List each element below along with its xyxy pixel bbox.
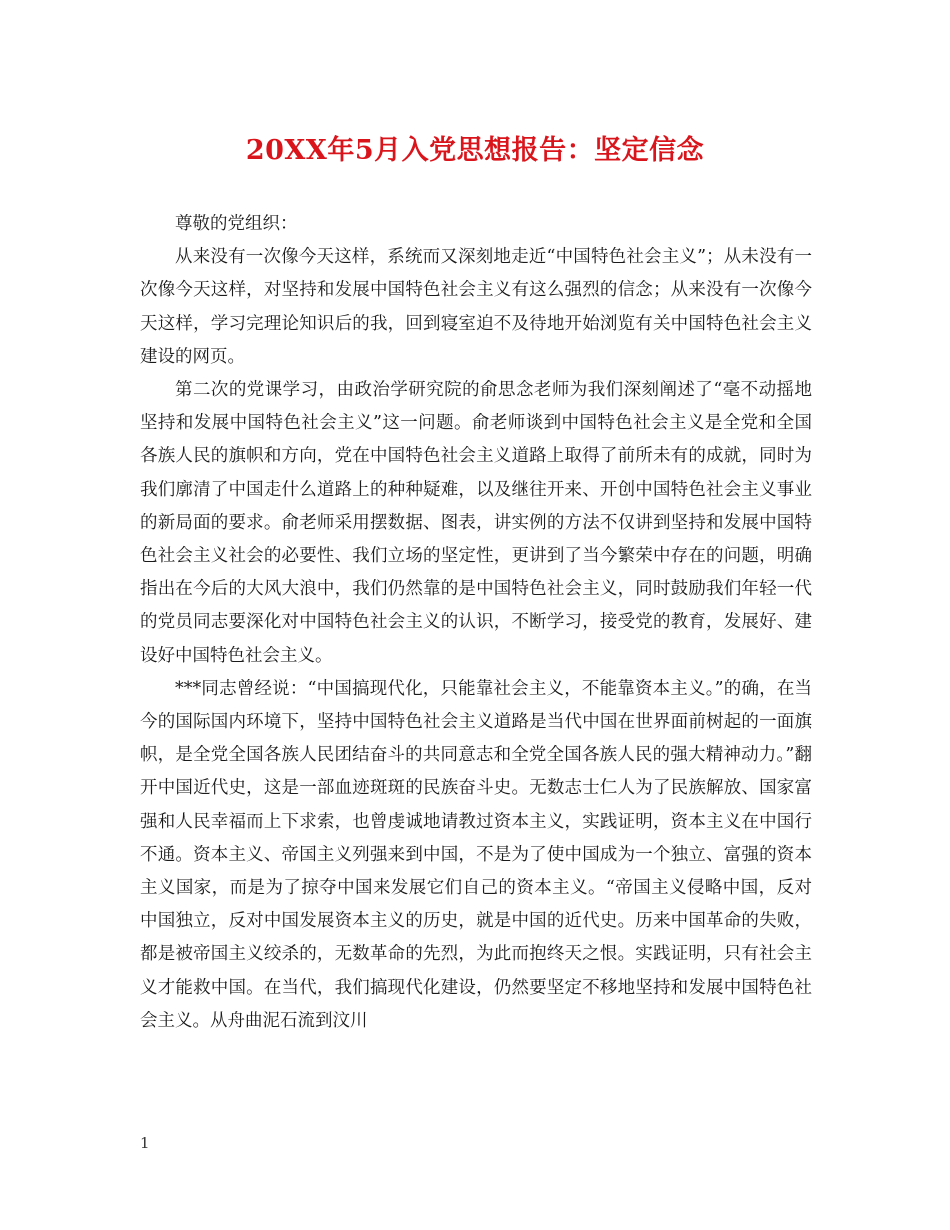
salutation: 尊敬的党组织：: [175, 214, 298, 234]
document-title: 20XX年5月入党思想报告：坚定信念: [245, 135, 705, 166]
document-body: [140, 208, 812, 1038]
paragraph-2: 第二次的党课学习，由政治学研究院的俞思念老师为我们深刻阐述了“毫不动摇地坚持和发展中国特色社会主义”这一问题。俞老师谈到中国特色社会主义是全党和全国各族人民的旗帜和方向，党在中国特色社会主义道路上取得了前所未有的成就，同时为我们廓清了中国走什么道路上的种种疑难，以及继往开来、开创中国特色社会主义事业的新局面的要求。俞老师采用摆数据、图表，讲实例的方法不仅讲到坚持和发展中国特色社会主义社会的必要性、我们立场的坚定性，更讲到了当今繁荣中存在的问题，明确指出在今后的大风大浪中，我们仍然靠的是中国特色社会主义，同时鼓励我们年轻一代的党员同志要深化对中国特色社会主义的认识，不断学习，接受党的教育，发展好、建设好中国特色社会主义。: [140, 380, 812, 666]
paragraph-1: 从来没有一次像今天这样，系统而又深刻地走近“中国特色社会主义”；从未没有一次像今天这样，对坚持和发展中国特色社会主义有这么强烈的信念；从来没有一次像今天这样，学习完理论知识后的我，回到寝室迫不及待地开始浏览有关中国特色社会主义建设的网页。: [140, 247, 812, 367]
page-number: 1: [140, 1134, 150, 1152]
paragraph-3: ***同志曾经说：“中国搞现代化，只能靠社会主义，不能靠资本主义。”的确，在当今的国际国内环境下，坚持中国特色社会主义道路是当代中国在世界面前树起的一面旗帜，是全党全国各族人民团结奋斗的共同意志和全党全国各族人民的强大精神动力。”翻开中国近代史，这是一部血迹斑斑的民族奋斗史。无数志士仁人为了民族解放、国家富强和人民幸福而上下求索，也曾虔诚地请教过资本主义，实践证明，资本主义在中国行不通。资本主义、帝国主义列强来到中国，不是为了使中国成为一个独立、富强的资本主义国家，而是为了掠夺中国来发展它们自己的资本主义。“帝国主义侵略中国，反对中国独立，反对中国发展资本主义的历史，就是中国的近代史。历来中国革命的失败，都是被帝国主义绞杀的，无数革命的先烈，为此而抱终天之恨。实践证明，只有社会主义才能救中国。在当代，我们搞现代化建设，仍然要坚定不移地坚持和发展中国特色社会主义。从舟曲泥石流到汶川: [140, 678, 812, 1031]
